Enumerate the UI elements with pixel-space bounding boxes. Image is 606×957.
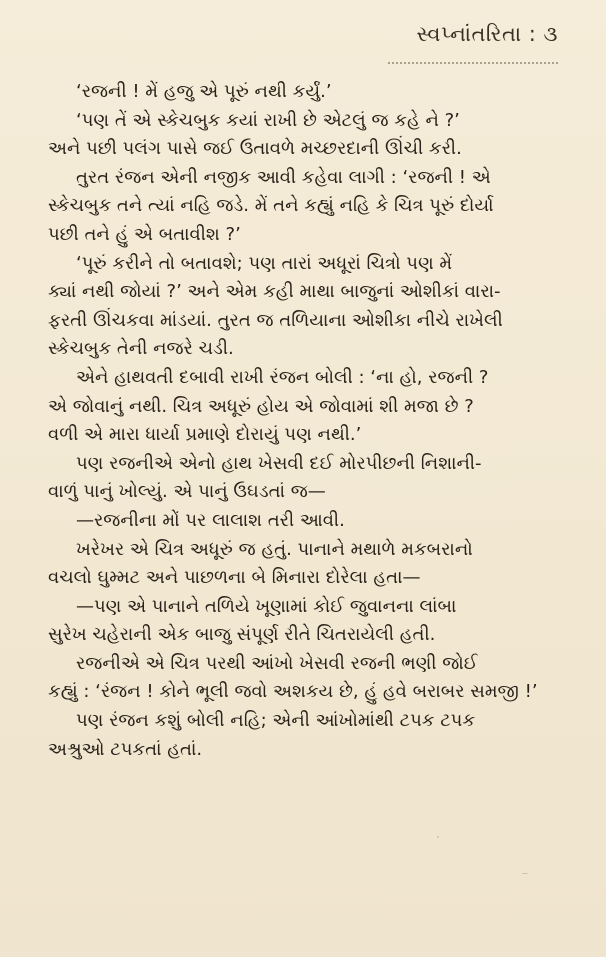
text-line: વચલો ઘુમ્મટ અને પાછળના બે મિનારા દોરેલા હતા— bbox=[48, 567, 421, 589]
header-ornament-rule bbox=[388, 56, 558, 64]
text-line: ક્યાં નથી જોયાં ?’ અને એમ કહી માથા બાજુનાં ઓશીકાં વારા- bbox=[48, 281, 501, 303]
running-header: સ્વપ્નાંતરિતા : ૩ bbox=[416, 22, 558, 46]
text-line: ‘રજની ! મેં હજુ એ પૂરું નથી કર્યું.’ bbox=[76, 81, 332, 102]
text-line: સ્કેચબુક તને ત્યાં નહિ જડે. મેં તને કહ્યું નહિ કે ચિત્ર પૂરું દોર્યા bbox=[48, 195, 494, 217]
text-line: સુરેખ ચહેરાની એક બાજુ સંપૂર્ણ રીતે ચિતરાયેલી હતી. bbox=[48, 624, 436, 646]
body-text bbox=[48, 78, 568, 764]
text-line: પણ રંજન કશું બોલી નહિ; એની આંખોમાંથી ટપક ટપક bbox=[76, 710, 476, 732]
text-line: એ જોવાનું નથી. ચિત્ર અધૂરું હોય એ જોવામાં શી મજા છે ? bbox=[48, 395, 474, 417]
text-line: પણ રજનીએ એનો હાથ ખેસવી દઈ મોરપીછની નિશાની- bbox=[76, 452, 482, 474]
text-line: પછી તને હું એ બતાવીશ ?’ bbox=[48, 223, 241, 245]
text-line: ‘પણ તેં એ સ્કેચબુક કયાં રાખી છે એટલું જ કહે ને ?’ bbox=[76, 109, 460, 131]
text-line: કહ્યું : ‘રંજન ! કોને ભૂલી જવો અશકય છે, હું હવે બરાબર સમજી !’ bbox=[48, 681, 538, 703]
text-line: અને પછી પલંગ પાસે જઈ ઉતાવળે મચ્છરદાની ઊંચી કરી. bbox=[48, 138, 462, 160]
text-line: અશ્રુઓ ટપકતાં હતાં. bbox=[48, 738, 203, 760]
text-line: રજનીએ એ ચિત્ર પરથી આંખો ખેસવી રજની ભણી જોઈ bbox=[76, 652, 478, 674]
text-line: ‘પૂરું કરીને તો બતાવશે; પણ તારાં અધૂરાં ચિત્રો પણ મેં bbox=[76, 252, 453, 274]
text-line: તુરત રંજન એની નજીક આવી કહેવા લાગી : ‘રજની ! એ bbox=[76, 166, 491, 188]
paper-speck bbox=[437, 836, 439, 838]
paper-speck bbox=[522, 873, 528, 874]
text-line: વળી એ મારા ધાર્યા પ્રમાણે દોરાયું પણ નથી.’ bbox=[48, 424, 362, 446]
text-line: ફરતી ઊંચકવા માંડયાં. તુરત જ તળિયાના ઓશીકા નીચે રાખેલી bbox=[48, 309, 503, 331]
text-line: —રજનીના મોં પર લાલાશ તરી આવી. bbox=[76, 509, 345, 531]
text-line: —પણ એ પાનાને તળિયે ખૂણામાં કોઈ જુવાનના લાંબા bbox=[76, 595, 457, 617]
text-line: સ્કેચબુક તેની નજરે ચડી. bbox=[48, 338, 234, 360]
text-line: એને હાથવતી દબાવી રાખી રંજન બોલી : ‘ના હો, રજની ? bbox=[76, 366, 489, 388]
text-line: વાળું પાનું ખોલ્યું. એ પાનું ઉઘડતાં જ— bbox=[48, 481, 326, 503]
text-line: ખરેખર એ ચિત્ર અધૂરું જ હતું. પાનાને મથાળે મકબરાનો bbox=[76, 538, 473, 560]
